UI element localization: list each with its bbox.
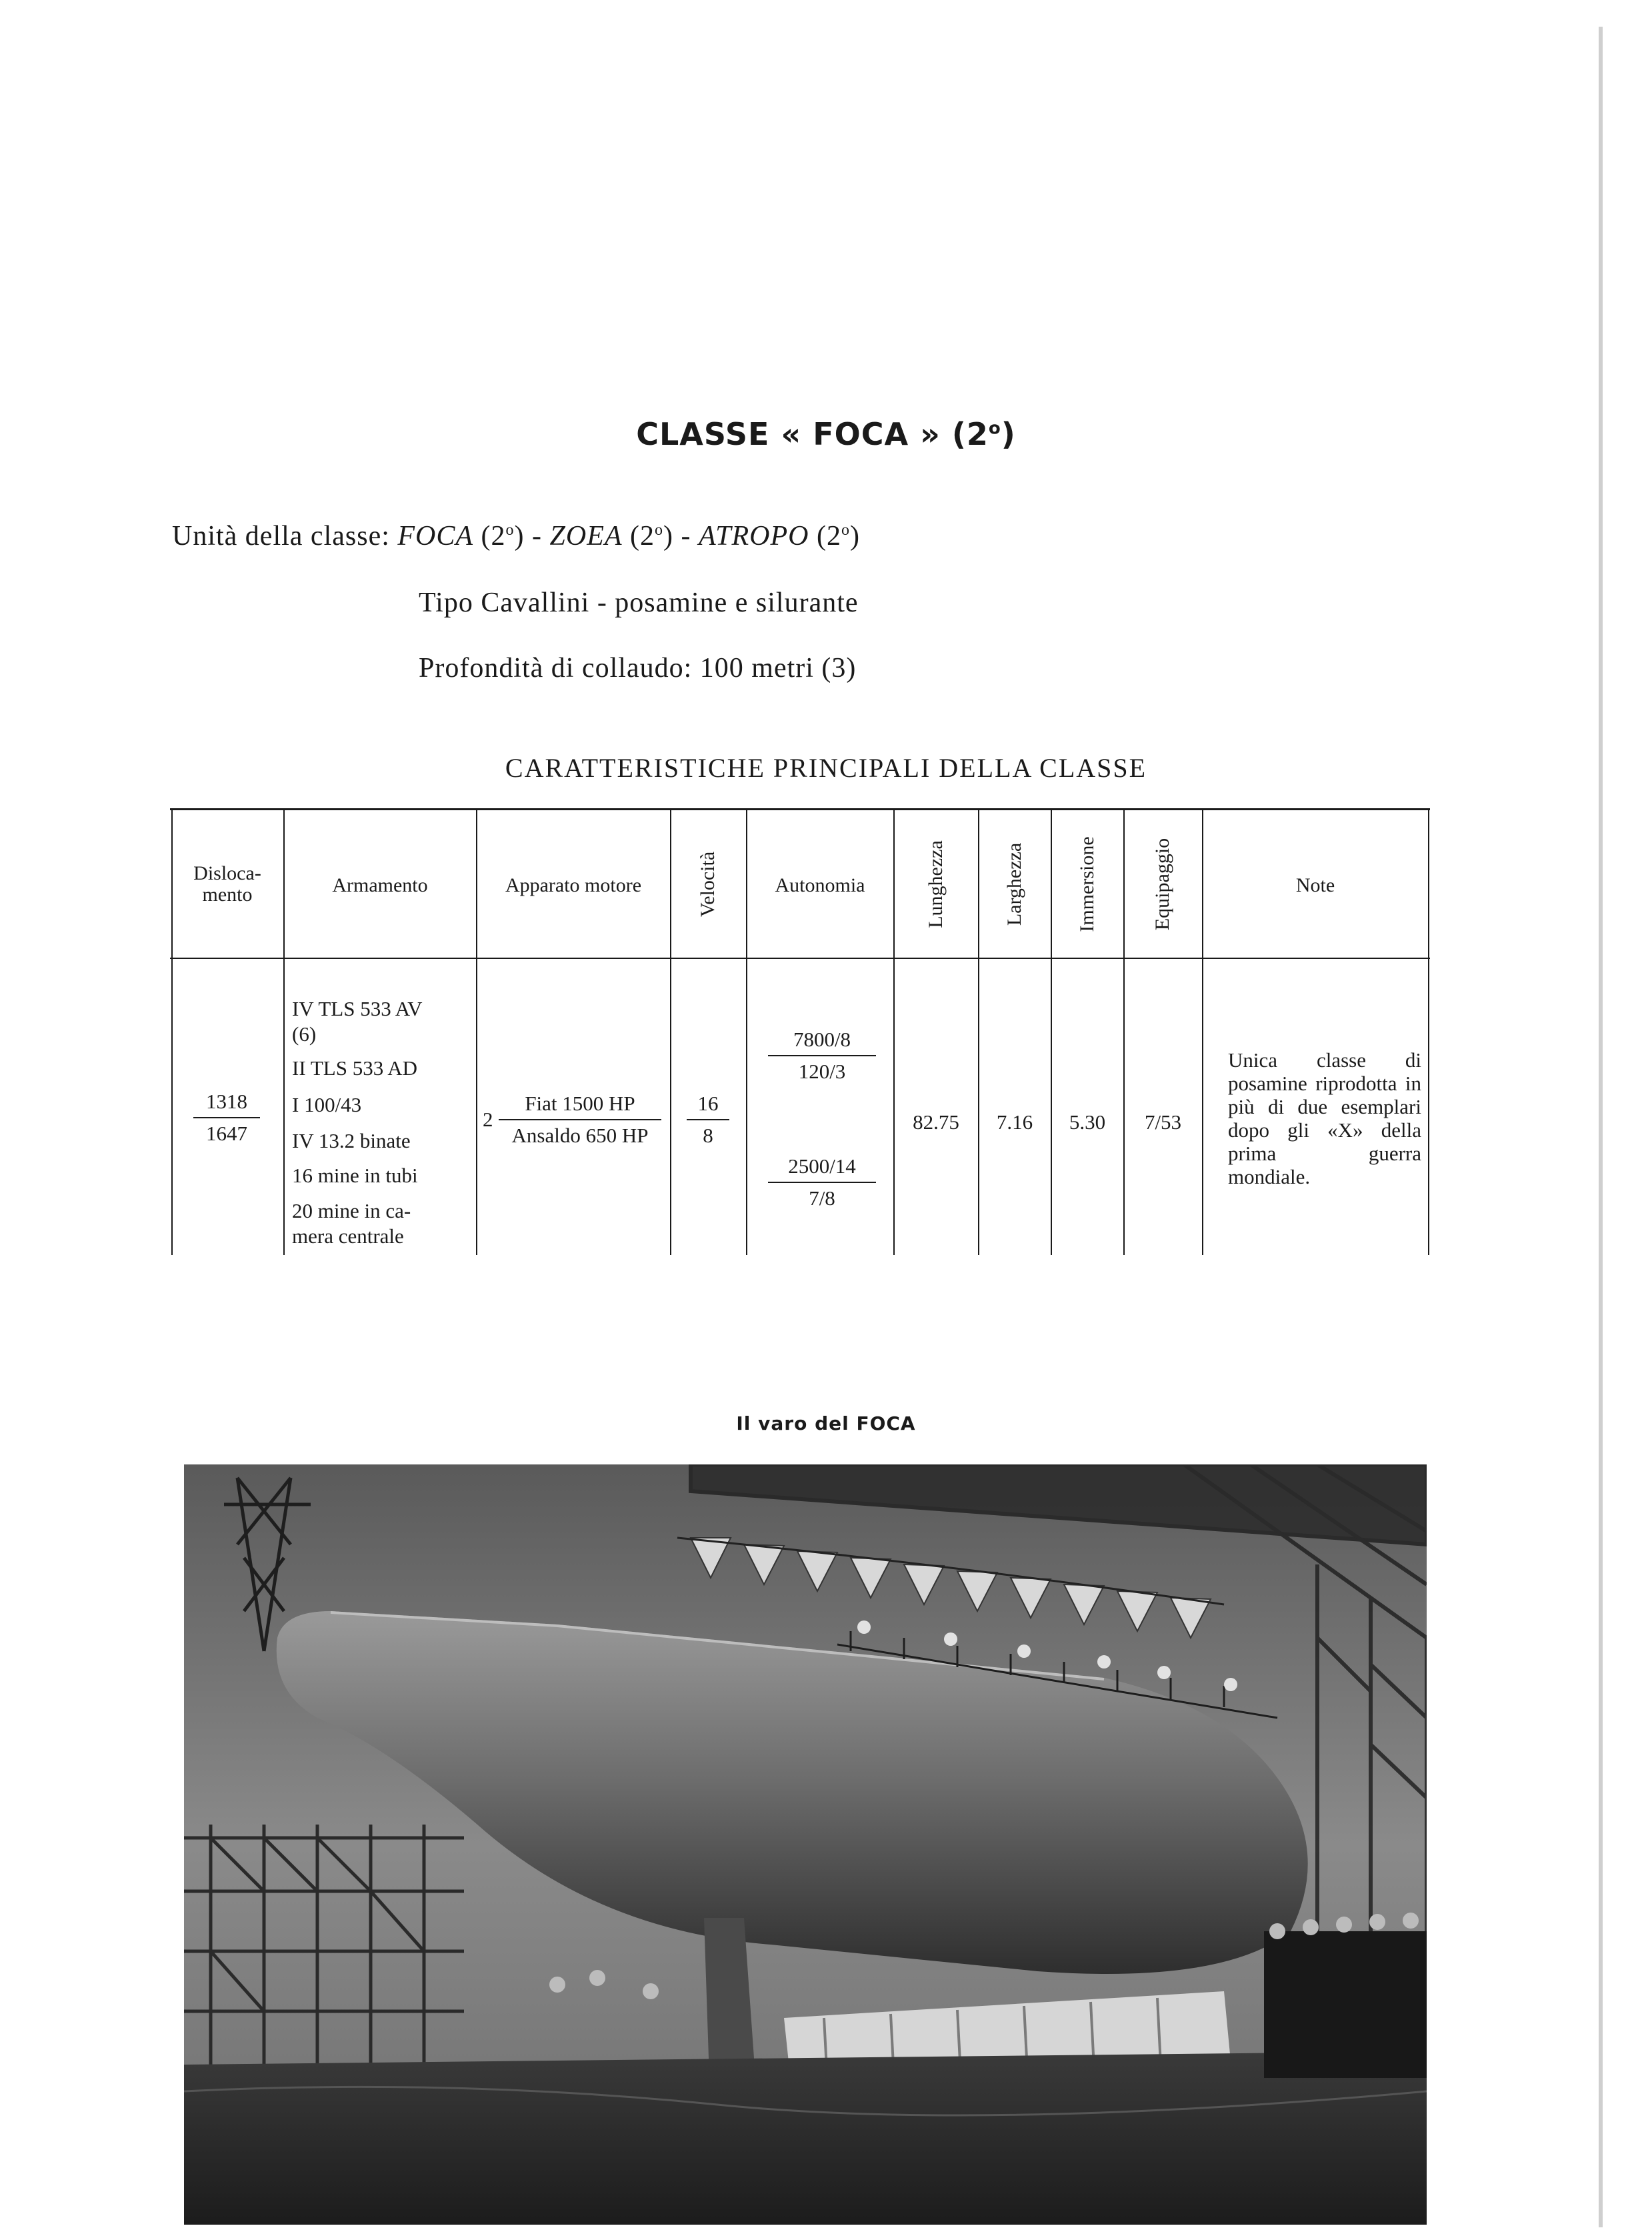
col-line bbox=[1123, 808, 1125, 1255]
header-dislocamento: Disloca- mento bbox=[193, 862, 261, 906]
col-line bbox=[893, 808, 895, 1255]
cell-note: Unica classe di posamine riprodotta in più di due esemplari dopo gli «X» della prima guerra mondiale. bbox=[1228, 1048, 1421, 1188]
cell-equipaggio: 7/53 bbox=[1144, 1110, 1182, 1134]
header-note: Note bbox=[1295, 874, 1335, 896]
photo-caption: Il varo del FOCA bbox=[736, 1412, 916, 1434]
page-edge bbox=[1599, 27, 1603, 2227]
header-apparato-motore: Apparato motore bbox=[505, 874, 642, 896]
header-lunghezza: Lunghezza bbox=[925, 840, 947, 928]
depth-line: Profondità di collaudo: 100 metri (3) bbox=[419, 653, 857, 684]
table-top-rule bbox=[170, 808, 1430, 810]
launch-photo bbox=[184, 1464, 1427, 2225]
cell-lunghezza: 82.75 bbox=[913, 1110, 959, 1134]
cell-autonomia-surface: 7800/8 120/3 bbox=[768, 1027, 876, 1084]
type-line: Tipo Cavallini - posamine e silurante bbox=[419, 588, 859, 618]
cell-dislocamento: 1318 1647 bbox=[193, 1089, 260, 1146]
header-armamento: Armamento bbox=[332, 874, 428, 896]
cell-apparato-multiplier: 2 bbox=[483, 1108, 493, 1131]
col-line bbox=[1428, 808, 1429, 1255]
cell-velocita: 16 8 bbox=[687, 1091, 729, 1148]
table-title: CARATTERISTICHE PRINCIPALI DELLA CLASSE bbox=[505, 753, 1147, 783]
col-line bbox=[978, 808, 979, 1255]
page-title: CLASSE « FOCA » (2$^o$) bbox=[636, 416, 1016, 452]
units-line: Unità della classe: FOCA (2$^o$) - ZOEA (2$^o$) - ATROPO (2$^o$) bbox=[172, 521, 860, 551]
header-velocita: Velocità bbox=[697, 851, 719, 918]
cell-autonomia-submerged: 2500/14 7/8 bbox=[768, 1154, 876, 1211]
table-header-rule bbox=[170, 958, 1430, 959]
header-immersione: Immersione bbox=[1076, 836, 1098, 932]
submarine-launch-illustration bbox=[184, 1464, 1427, 2225]
cell-larghezza: 7.16 bbox=[996, 1110, 1033, 1134]
cell-immersione: 5.30 bbox=[1069, 1110, 1106, 1134]
col-line bbox=[670, 808, 671, 1255]
header-equipaggio: Equipaggio bbox=[1151, 838, 1173, 931]
header-autonomia: Autonomia bbox=[775, 874, 865, 896]
cell-apparato-motore: Fiat 1500 HP Ansaldo 650 HP bbox=[499, 1091, 661, 1148]
header-larghezza: Larghezza bbox=[1003, 842, 1025, 926]
col-line bbox=[1051, 808, 1052, 1255]
